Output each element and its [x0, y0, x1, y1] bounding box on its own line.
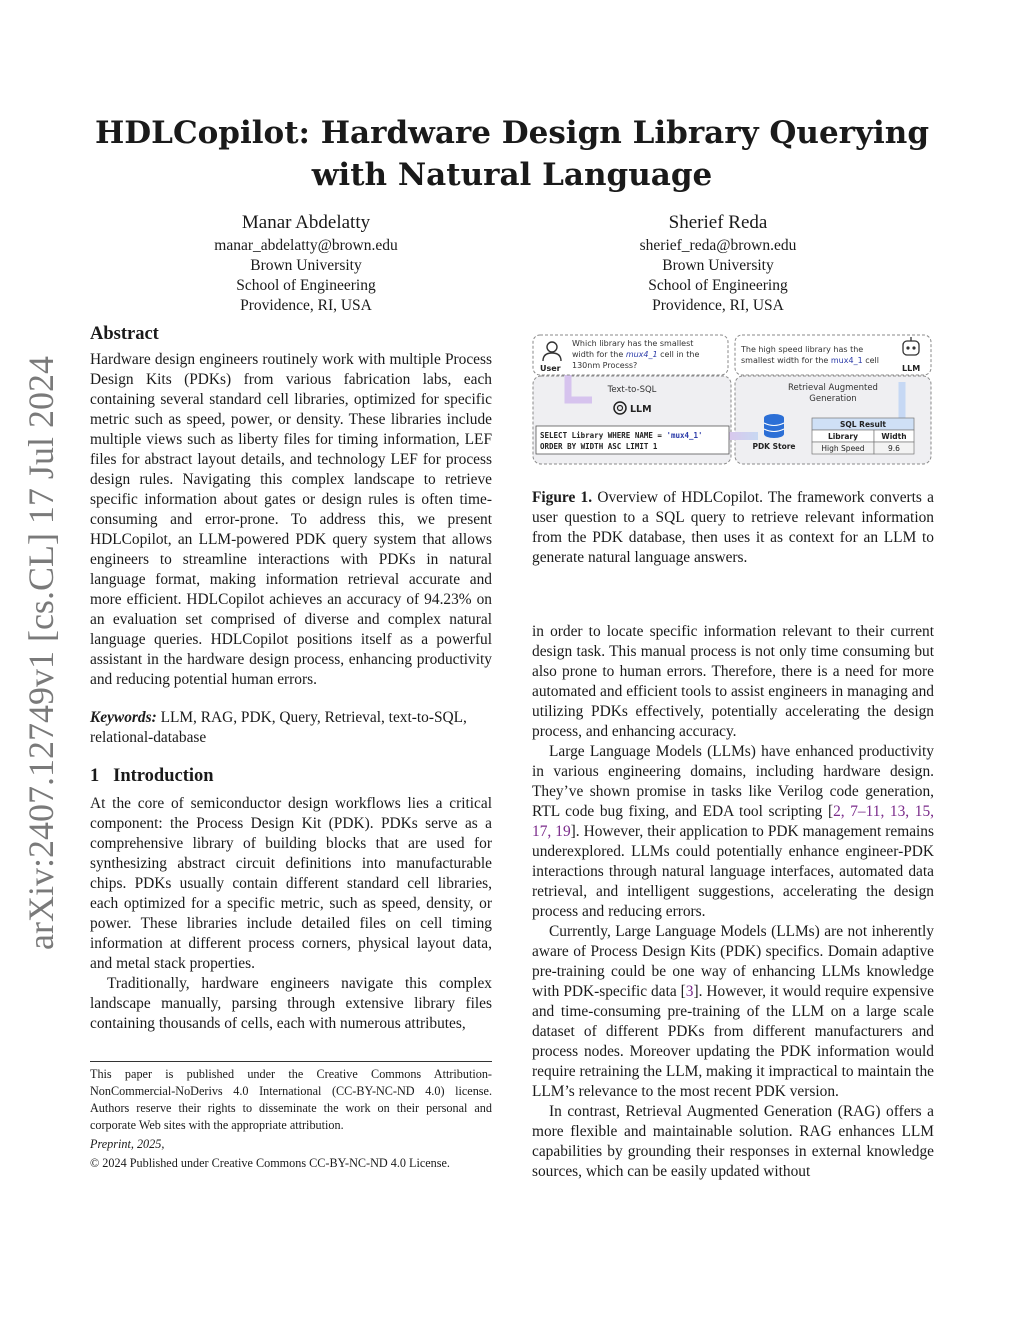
intro-title: Introduction [113, 766, 214, 786]
llm-answer-line-2a: smallest width for the [741, 356, 831, 365]
sql-line-2: ORDER BY WIDTH ASC LIMIT 1 [540, 442, 658, 451]
sql-line-1b: 'mux4_1' [666, 431, 703, 440]
footnote [90, 1066, 492, 1172]
author-dept: School of Engineering [236, 277, 376, 294]
user-question-line-2c: cell in the [657, 350, 700, 359]
right-paragraph-3: Currently, Large Language Models (LLMs) are not inherently aware of Process Design Kits (PDK) specifics. Domain adaptive pre-training could be one way of enhancing LLMs knowledge with PDK-specific data [3]. However, it would require expensive and time-consuming pre-training of the LLM on a large scale dataset of different PDKs from different manufacturers and process nodes. Moreover updating the PDK information would require retraining the LLM, making it impractical to maintain the LLM’s relevance to the most recent PDK version. [532, 923, 935, 1100]
figure-caption-text: Overview of HDLCopilot. The framework converts a user question to a SQL query to retrieve relevant information from the PDK database, then uses it as context for an LLM to generate natural language answers. [532, 489, 934, 566]
database-icon [764, 414, 784, 438]
sql-line-1 [540, 431, 703, 440]
right-paragraph-4: In contrast, Retrieval Augmented Generation (RAG) offers a more flexible and maintainable solution. RAG enhances LLM capabilities by grounding their responses in external knowledge sources, which can be easily updated without [532, 1103, 934, 1180]
right-column [532, 622, 934, 1182]
intro-heading [90, 764, 492, 788]
user-label: User [540, 364, 561, 373]
figure-1 [532, 332, 934, 468]
rag-title-2: Generation [809, 394, 857, 404]
col-library: Library [827, 432, 859, 441]
author-location: Providence, RI, USA [652, 297, 784, 314]
llm-label: LLM [902, 364, 921, 373]
intro-paragraph-2: Traditionally, hardware engineers navigate this complex landscape manually, parsing through extensive library files containing thousands of cells, each with numerous attributes, [90, 975, 492, 1032]
user-question-line-1: Which library has the smallest [572, 339, 694, 348]
author-email: manar_abdelatty@brown.edu [214, 237, 398, 254]
author-block-2 [562, 210, 874, 316]
flow-arrow-sql [728, 432, 758, 440]
user-question-line-2 [572, 350, 699, 359]
author-name: Manar Abdelatty [241, 212, 371, 233]
keywords-text: LLM, RAG, PDK, Query, Retrieval, text-to-SQL, relational-database [90, 709, 467, 746]
author-location: Providence, RI, USA [240, 297, 372, 314]
author-affiliation: Brown University [250, 257, 362, 274]
footnote-rule [90, 1061, 492, 1062]
user-question-line-2a: width for the [572, 350, 626, 359]
license-note: This paper is published under the Creative Commons Attribution-NonCommercial-NoDerivs 4.0 International (CC-BY-NC-ND 4.0) license. Authors reserve their rights to disseminate the work on their personal and corporate Web sites with the appropriate attribution. [90, 1067, 492, 1132]
author-email: sherief_reda@brown.edu [639, 237, 797, 254]
llm-answer-line-2 [741, 356, 879, 365]
sql-line-1a: SELECT Library WHERE NAME = [540, 431, 667, 440]
author-affiliation: Brown University [662, 257, 774, 274]
paper-title: HDLCopilot: Hardware Design Library Querying with Natural Language [94, 115, 930, 193]
preprint-note: Preprint, 2025, [90, 1137, 165, 1151]
arxiv-identifier: arXiv:2407.12749v1 [cs.CL] 17 Jul 2024 [21, 356, 61, 950]
abstract-heading: Abstract [90, 324, 159, 344]
col-width: Width [881, 432, 907, 441]
text-to-sql-title: Text-to-SQL [607, 385, 657, 395]
user-question-line-3: 130nm Process? [572, 361, 638, 370]
intro-number: 1 [90, 766, 100, 786]
row-library: High Speed [821, 444, 865, 453]
llm-answer-line-1: The high speed library has the [741, 345, 864, 354]
user-question-cell: mux4_1 [625, 350, 658, 359]
pdk-store-label: PDK Store [752, 442, 796, 451]
figure-caption-label: Figure 1. [532, 489, 593, 506]
keywords-label: Keywords: [90, 709, 157, 726]
right-paragraph-1: in order to locate specific information relevant to their current design task. This manual process is not only time consuming but also prone to human errors. Therefore, there is a need for more automated and efficient tools to assist engineers in managing and utilizing PDKs effectively, potentially accelerating the design process, and enhancing accuracy. [532, 623, 934, 740]
citation-link[interactable]: 3 [685, 983, 694, 1000]
author-name: Sherief Reda [668, 212, 768, 233]
keywords [90, 708, 492, 748]
rag-title-1: Retrieval Augmented [788, 383, 878, 393]
abstract-text: Hardware design engineers routinely work with multiple Process Design Kits (PDKs) from various fabrication labs, each containing several standard cell libraries, optimized for specific metric such as speed, power, or density. These libraries include multiple views such as liberty files for timing information, LEF files for abstract layout details, and technology LEF for process design rules. Navigating this complex landscape to retrieve specific information about gates or design rules is often time-consuming and error-prone. To address this, we present HDLCopilot, an LLM-powered PDK query system that allows engineers to streamline interactions with PDKs in natural language format, making information retrieval accurate and more efficient. HDLCopilot achieves an accuracy of 94.23% on an evaluation set comprised of diverse and complex natural language queries. HDLCopilot positions itself as a powerful assistant in the hardware design process, enhancing productivity and reducing potential human errors. [90, 351, 492, 688]
author-dept: School of Engineering [648, 277, 788, 294]
intro-paragraph-1: At the core of semiconductor design workflows lies a critical component: the Process Design Kit (PDK). PDKs serve as a comprehensive library of building blocks that are used for synthesizing abstract circuit definitions into manufacturable chips. PDKs usually contain different standard cell libraries, each optimized for a specific metric, such as speed, density, or power. These libraries include detailed files on cell timing information at different process corners, physical layout data, and metal stack properties. [90, 795, 492, 972]
figure-diagram [532, 332, 934, 468]
llm-answer-line-2c: cell [862, 356, 879, 365]
figure-caption [532, 488, 934, 568]
llm-answer-cell: mux4_1 [830, 356, 863, 365]
text-to-sql-llm: LLM [630, 404, 652, 415]
sql-result-title: SQL Result [840, 420, 886, 429]
row-width: 9.6 [888, 444, 900, 453]
right-paragraph-2: Large Language Models (LLMs) have enhanced productivity in various engineering domains, including hardware design. They’ve shown promise in tasks like Verilog code generation, RTL code bug fixing, and EDA tool scripting [2, 7–11, 13, 15, 17, 19]. However, their application to PDK management remains underexplored. LLMs could potentially enhance engineer-PDK interactions through natural language interfaces, automated data retrieval, and intelligent suggestions, accelerating the design process and reducing errors. [532, 743, 934, 920]
author-block-1 [150, 210, 462, 316]
citation-links[interactable]: 2, 7–11, 13, 15, 17, 19 [532, 803, 934, 840]
left-column [90, 322, 492, 1034]
copyright-note: © 2024 Published under Creative Commons CC-BY-NC-ND 4.0 License. [90, 1156, 450, 1170]
